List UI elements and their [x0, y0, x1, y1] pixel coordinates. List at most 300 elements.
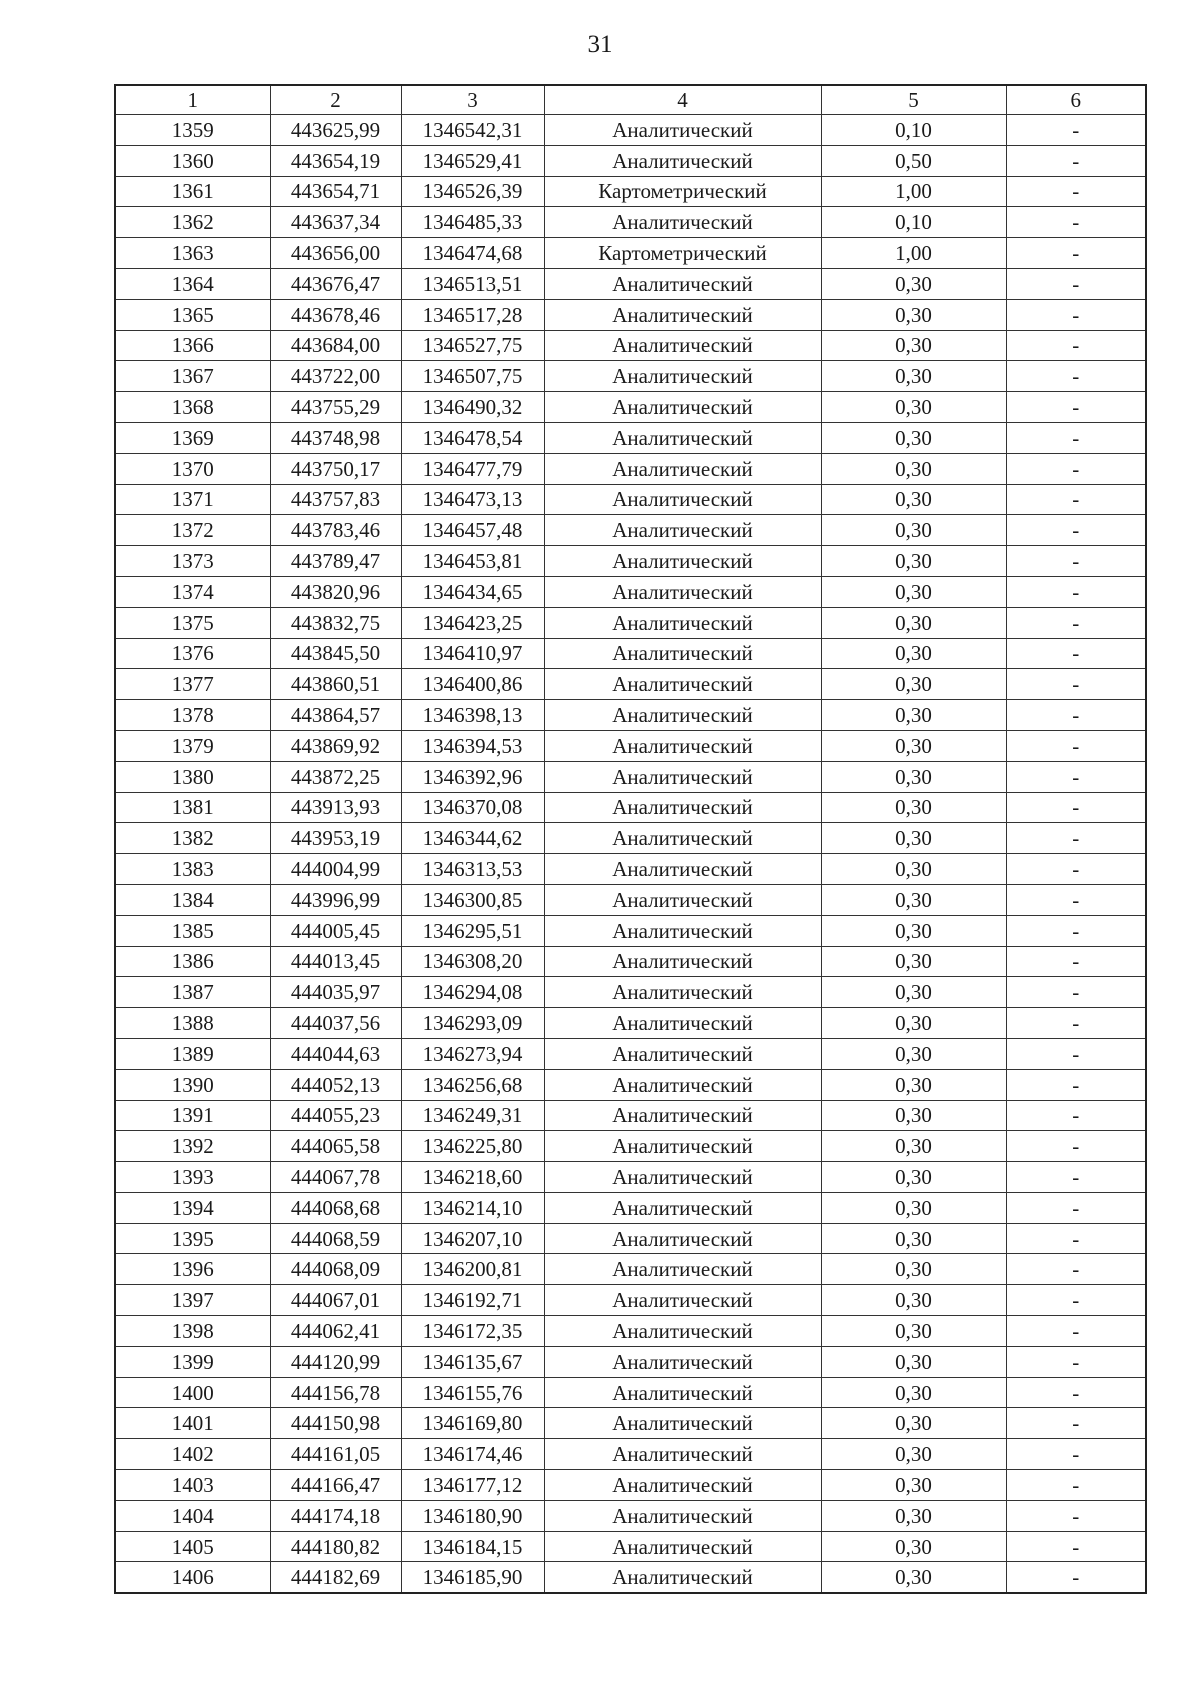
point-number-cell: 1367	[115, 361, 270, 392]
y-coordinate-cell: 1346542,31	[401, 115, 544, 146]
note-cell: -	[1006, 823, 1146, 854]
accuracy-cell: 0,30	[821, 823, 1006, 854]
note-cell: -	[1006, 115, 1146, 146]
y-coordinate-cell: 1346485,33	[401, 207, 544, 238]
method-cell: Аналитический	[544, 484, 821, 515]
accuracy-cell: 0,30	[821, 700, 1006, 731]
accuracy-cell: 0,30	[821, 884, 1006, 915]
note-cell: -	[1006, 915, 1146, 946]
table-row	[115, 238, 1146, 269]
note-cell: -	[1006, 1162, 1146, 1193]
accuracy-cell: 0,30	[821, 1346, 1006, 1377]
note-cell: -	[1006, 1131, 1146, 1162]
x-coordinate-cell: 444052,13	[270, 1069, 401, 1100]
point-number-cell: 1406	[115, 1562, 270, 1593]
point-number-cell: 1383	[115, 854, 270, 885]
y-coordinate-cell: 1346184,15	[401, 1531, 544, 1562]
table-row	[115, 484, 1146, 515]
method-cell: Аналитический	[544, 977, 821, 1008]
table-row	[115, 1008, 1146, 1039]
method-cell: Аналитический	[544, 1531, 821, 1562]
accuracy-cell: 0,30	[821, 1377, 1006, 1408]
method-cell: Аналитический	[544, 392, 821, 423]
point-number-cell: 1366	[115, 330, 270, 361]
y-coordinate-cell: 1346423,25	[401, 607, 544, 638]
table-row	[115, 1346, 1146, 1377]
point-number-cell: 1402	[115, 1439, 270, 1470]
page-number: 31	[587, 31, 613, 58]
x-coordinate-cell: 443953,19	[270, 823, 401, 854]
accuracy-cell: 0,30	[821, 1500, 1006, 1531]
y-coordinate-cell: 1346370,08	[401, 792, 544, 823]
x-coordinate-cell: 443654,71	[270, 176, 401, 207]
method-cell: Аналитический	[544, 1470, 821, 1501]
x-coordinate-cell: 443757,83	[270, 484, 401, 515]
method-cell: Аналитический	[544, 1562, 821, 1593]
note-cell: -	[1006, 1285, 1146, 1316]
y-coordinate-cell: 1346294,08	[401, 977, 544, 1008]
point-number-cell: 1382	[115, 823, 270, 854]
method-cell: Аналитический	[544, 1346, 821, 1377]
note-cell: -	[1006, 1316, 1146, 1347]
x-coordinate-cell: 443872,25	[270, 761, 401, 792]
header-cell-4: 4	[544, 85, 821, 115]
x-coordinate-cell: 444156,78	[270, 1377, 401, 1408]
accuracy-cell: 0,30	[821, 1100, 1006, 1131]
method-cell: Аналитический	[544, 1316, 821, 1347]
point-number-cell: 1365	[115, 299, 270, 330]
accuracy-cell: 0,10	[821, 207, 1006, 238]
table-row	[115, 576, 1146, 607]
point-number-cell: 1368	[115, 392, 270, 423]
table-row	[115, 115, 1146, 146]
table-row	[115, 361, 1146, 392]
accuracy-cell: 0,30	[821, 854, 1006, 885]
note-cell: -	[1006, 854, 1146, 885]
accuracy-cell: 0,30	[821, 1439, 1006, 1470]
point-number-cell: 1371	[115, 484, 270, 515]
table-row	[115, 638, 1146, 669]
note-cell: -	[1006, 422, 1146, 453]
accuracy-cell: 0,30	[821, 392, 1006, 423]
method-cell: Аналитический	[544, 700, 821, 731]
y-coordinate-cell: 1346172,35	[401, 1316, 544, 1347]
accuracy-cell: 1,00	[821, 238, 1006, 269]
note-cell: -	[1006, 268, 1146, 299]
x-coordinate-cell: 444067,78	[270, 1162, 401, 1193]
y-coordinate-cell: 1346398,13	[401, 700, 544, 731]
y-coordinate-cell: 1346256,68	[401, 1069, 544, 1100]
header-row	[115, 85, 1146, 115]
x-coordinate-cell: 443864,57	[270, 700, 401, 731]
accuracy-cell: 0,30	[821, 361, 1006, 392]
table-row	[115, 207, 1146, 238]
accuracy-cell: 0,30	[821, 1069, 1006, 1100]
note-cell: -	[1006, 299, 1146, 330]
method-cell: Аналитический	[544, 453, 821, 484]
x-coordinate-cell: 443722,00	[270, 361, 401, 392]
point-number-cell: 1399	[115, 1346, 270, 1377]
point-number-cell: 1380	[115, 761, 270, 792]
method-cell: Аналитический	[544, 422, 821, 453]
table-row	[115, 422, 1146, 453]
accuracy-cell: 0,30	[821, 1531, 1006, 1562]
method-cell: Картометрический	[544, 238, 821, 269]
method-cell: Аналитический	[544, 792, 821, 823]
method-cell: Аналитический	[544, 546, 821, 577]
table-row	[115, 1470, 1146, 1501]
note-cell: -	[1006, 361, 1146, 392]
point-number-cell: 1385	[115, 915, 270, 946]
table-row	[115, 730, 1146, 761]
accuracy-cell: 0,30	[821, 761, 1006, 792]
table-row	[115, 145, 1146, 176]
method-cell: Аналитический	[544, 669, 821, 700]
method-cell: Аналитический	[544, 638, 821, 669]
x-coordinate-cell: 444180,82	[270, 1531, 401, 1562]
method-cell: Аналитический	[544, 1377, 821, 1408]
y-coordinate-cell: 1346507,75	[401, 361, 544, 392]
y-coordinate-cell: 1346313,53	[401, 854, 544, 885]
x-coordinate-cell: 444055,23	[270, 1100, 401, 1131]
accuracy-cell: 0,30	[821, 268, 1006, 299]
point-number-cell: 1373	[115, 546, 270, 577]
accuracy-cell: 0,30	[821, 1192, 1006, 1223]
coordinates-table	[114, 84, 1147, 1594]
accuracy-cell: 0,30	[821, 484, 1006, 515]
y-coordinate-cell: 1346295,51	[401, 915, 544, 946]
accuracy-cell: 1,00	[821, 176, 1006, 207]
x-coordinate-cell: 444065,58	[270, 1131, 401, 1162]
y-coordinate-cell: 1346434,65	[401, 576, 544, 607]
accuracy-cell: 0,30	[821, 946, 1006, 977]
header-cell-2: 2	[270, 85, 401, 115]
header-cell-1: 1	[115, 85, 270, 115]
point-number-cell: 1378	[115, 700, 270, 731]
accuracy-cell: 0,30	[821, 515, 1006, 546]
method-cell: Аналитический	[544, 1254, 821, 1285]
x-coordinate-cell: 443654,19	[270, 145, 401, 176]
x-coordinate-cell: 444166,47	[270, 1470, 401, 1501]
point-number-cell: 1387	[115, 977, 270, 1008]
method-cell: Аналитический	[544, 1069, 821, 1100]
point-number-cell: 1360	[115, 145, 270, 176]
header-cell-5: 5	[821, 85, 1006, 115]
y-coordinate-cell: 1346169,80	[401, 1408, 544, 1439]
note-cell: -	[1006, 145, 1146, 176]
table-row	[115, 915, 1146, 946]
y-coordinate-cell: 1346490,32	[401, 392, 544, 423]
note-cell: -	[1006, 1470, 1146, 1501]
table-row	[115, 546, 1146, 577]
point-number-cell: 1377	[115, 669, 270, 700]
x-coordinate-cell: 444068,59	[270, 1223, 401, 1254]
note-cell: -	[1006, 1408, 1146, 1439]
method-cell: Аналитический	[544, 1038, 821, 1069]
table-header	[115, 85, 1146, 115]
y-coordinate-cell: 1346529,41	[401, 145, 544, 176]
accuracy-cell: 0,30	[821, 1038, 1006, 1069]
point-number-cell: 1404	[115, 1500, 270, 1531]
table-row	[115, 1069, 1146, 1100]
method-cell: Аналитический	[544, 1223, 821, 1254]
point-number-cell: 1400	[115, 1377, 270, 1408]
point-number-cell: 1369	[115, 422, 270, 453]
method-cell: Аналитический	[544, 823, 821, 854]
method-cell: Аналитический	[544, 207, 821, 238]
accuracy-cell: 0,30	[821, 730, 1006, 761]
y-coordinate-cell: 1346180,90	[401, 1500, 544, 1531]
note-cell: -	[1006, 1100, 1146, 1131]
accuracy-cell: 0,30	[821, 453, 1006, 484]
x-coordinate-cell: 443755,29	[270, 392, 401, 423]
x-coordinate-cell: 444068,68	[270, 1192, 401, 1223]
method-cell: Аналитический	[544, 1439, 821, 1470]
accuracy-cell: 0,30	[821, 1008, 1006, 1039]
table-row	[115, 1038, 1146, 1069]
note-cell: -	[1006, 1562, 1146, 1593]
y-coordinate-cell: 1346513,51	[401, 268, 544, 299]
table-row	[115, 1223, 1146, 1254]
x-coordinate-cell: 443748,98	[270, 422, 401, 453]
x-coordinate-cell: 443869,92	[270, 730, 401, 761]
note-cell: -	[1006, 1439, 1146, 1470]
table-row	[115, 761, 1146, 792]
note-cell: -	[1006, 884, 1146, 915]
method-cell: Аналитический	[544, 946, 821, 977]
x-coordinate-cell: 443750,17	[270, 453, 401, 484]
y-coordinate-cell: 1346526,39	[401, 176, 544, 207]
method-cell: Аналитический	[544, 1500, 821, 1531]
x-coordinate-cell: 443783,46	[270, 515, 401, 546]
accuracy-cell: 0,30	[821, 330, 1006, 361]
y-coordinate-cell: 1346293,09	[401, 1008, 544, 1039]
table-row	[115, 792, 1146, 823]
point-number-cell: 1389	[115, 1038, 270, 1069]
note-cell: -	[1006, 1069, 1146, 1100]
point-number-cell: 1396	[115, 1254, 270, 1285]
accuracy-cell: 0,30	[821, 915, 1006, 946]
table-row	[115, 330, 1146, 361]
note-cell: -	[1006, 453, 1146, 484]
y-coordinate-cell: 1346478,54	[401, 422, 544, 453]
table-row	[115, 1162, 1146, 1193]
method-cell: Аналитический	[544, 1008, 821, 1039]
y-coordinate-cell: 1346192,71	[401, 1285, 544, 1316]
note-cell: -	[1006, 1008, 1146, 1039]
x-coordinate-cell: 444182,69	[270, 1562, 401, 1593]
table-row	[115, 268, 1146, 299]
note-cell: -	[1006, 1038, 1146, 1069]
table-row	[115, 669, 1146, 700]
x-coordinate-cell: 443913,93	[270, 792, 401, 823]
y-coordinate-cell: 1346344,62	[401, 823, 544, 854]
y-coordinate-cell: 1346207,10	[401, 1223, 544, 1254]
x-coordinate-cell: 443789,47	[270, 546, 401, 577]
accuracy-cell: 0,30	[821, 1223, 1006, 1254]
note-cell: -	[1006, 638, 1146, 669]
x-coordinate-cell: 443625,99	[270, 115, 401, 146]
y-coordinate-cell: 1346185,90	[401, 1562, 544, 1593]
y-coordinate-cell: 1346453,81	[401, 546, 544, 577]
x-coordinate-cell: 443684,00	[270, 330, 401, 361]
x-coordinate-cell: 443860,51	[270, 669, 401, 700]
y-coordinate-cell: 1346249,31	[401, 1100, 544, 1131]
x-coordinate-cell: 443656,00	[270, 238, 401, 269]
point-number-cell: 1388	[115, 1008, 270, 1039]
x-coordinate-cell: 444013,45	[270, 946, 401, 977]
point-number-cell: 1395	[115, 1223, 270, 1254]
y-coordinate-cell: 1346308,20	[401, 946, 544, 977]
note-cell: -	[1006, 607, 1146, 638]
method-cell: Аналитический	[544, 268, 821, 299]
point-number-cell: 1379	[115, 730, 270, 761]
y-coordinate-cell: 1346218,60	[401, 1162, 544, 1193]
x-coordinate-cell: 443676,47	[270, 268, 401, 299]
x-coordinate-cell: 444068,09	[270, 1254, 401, 1285]
method-cell: Аналитический	[544, 1131, 821, 1162]
point-number-cell: 1401	[115, 1408, 270, 1439]
point-number-cell: 1398	[115, 1316, 270, 1347]
accuracy-cell: 0,30	[821, 1316, 1006, 1347]
y-coordinate-cell: 1346177,12	[401, 1470, 544, 1501]
point-number-cell: 1393	[115, 1162, 270, 1193]
x-coordinate-cell: 443996,99	[270, 884, 401, 915]
accuracy-cell: 0,30	[821, 977, 1006, 1008]
note-cell: -	[1006, 1223, 1146, 1254]
x-coordinate-cell: 444044,63	[270, 1038, 401, 1069]
x-coordinate-cell: 444150,98	[270, 1408, 401, 1439]
y-coordinate-cell: 1346400,86	[401, 669, 544, 700]
table-row	[115, 453, 1146, 484]
point-number-cell: 1390	[115, 1069, 270, 1100]
note-cell: -	[1006, 1531, 1146, 1562]
table-row	[115, 1562, 1146, 1593]
x-coordinate-cell: 443845,50	[270, 638, 401, 669]
header-cell-3: 3	[401, 85, 544, 115]
y-coordinate-cell: 1346392,96	[401, 761, 544, 792]
note-cell: -	[1006, 484, 1146, 515]
x-coordinate-cell: 444035,97	[270, 977, 401, 1008]
method-cell: Аналитический	[544, 330, 821, 361]
method-cell: Аналитический	[544, 1192, 821, 1223]
note-cell: -	[1006, 946, 1146, 977]
table-row	[115, 1285, 1146, 1316]
x-coordinate-cell: 443678,46	[270, 299, 401, 330]
table-row	[115, 823, 1146, 854]
method-cell: Аналитический	[544, 1100, 821, 1131]
method-cell: Аналитический	[544, 1408, 821, 1439]
method-cell: Аналитический	[544, 576, 821, 607]
accuracy-cell: 0,30	[821, 1285, 1006, 1316]
method-cell: Аналитический	[544, 299, 821, 330]
point-number-cell: 1391	[115, 1100, 270, 1131]
table-row	[115, 1500, 1146, 1531]
point-number-cell: 1364	[115, 268, 270, 299]
point-number-cell: 1397	[115, 1285, 270, 1316]
accuracy-cell: 0,10	[821, 115, 1006, 146]
table-row	[115, 1408, 1146, 1439]
point-number-cell: 1372	[115, 515, 270, 546]
note-cell: -	[1006, 1500, 1146, 1531]
point-number-cell: 1384	[115, 884, 270, 915]
x-coordinate-cell: 444174,18	[270, 1500, 401, 1531]
table-row	[115, 1377, 1146, 1408]
y-coordinate-cell: 1346394,53	[401, 730, 544, 761]
note-cell: -	[1006, 1346, 1146, 1377]
y-coordinate-cell: 1346517,28	[401, 299, 544, 330]
note-cell: -	[1006, 207, 1146, 238]
accuracy-cell: 0,30	[821, 638, 1006, 669]
header-cell-6: 6	[1006, 85, 1146, 115]
note-cell: -	[1006, 977, 1146, 1008]
point-number-cell: 1363	[115, 238, 270, 269]
y-coordinate-cell: 1346457,48	[401, 515, 544, 546]
x-coordinate-cell: 444120,99	[270, 1346, 401, 1377]
method-cell: Аналитический	[544, 884, 821, 915]
y-coordinate-cell: 1346135,67	[401, 1346, 544, 1377]
note-cell: -	[1006, 1192, 1146, 1223]
y-coordinate-cell: 1346474,68	[401, 238, 544, 269]
method-cell: Аналитический	[544, 915, 821, 946]
x-coordinate-cell: 444062,41	[270, 1316, 401, 1347]
y-coordinate-cell: 1346477,79	[401, 453, 544, 484]
y-coordinate-cell: 1346174,46	[401, 1439, 544, 1470]
accuracy-cell: 0,30	[821, 299, 1006, 330]
table-row	[115, 1439, 1146, 1470]
accuracy-cell: 0,30	[821, 1470, 1006, 1501]
point-number-cell: 1376	[115, 638, 270, 669]
note-cell: -	[1006, 761, 1146, 792]
y-coordinate-cell: 1346300,85	[401, 884, 544, 915]
y-coordinate-cell: 1346225,80	[401, 1131, 544, 1162]
y-coordinate-cell: 1346527,75	[401, 330, 544, 361]
method-cell: Аналитический	[544, 515, 821, 546]
table-row	[115, 854, 1146, 885]
table-row	[115, 977, 1146, 1008]
note-cell: -	[1006, 1254, 1146, 1285]
note-cell: -	[1006, 730, 1146, 761]
point-number-cell: 1370	[115, 453, 270, 484]
point-number-cell: 1394	[115, 1192, 270, 1223]
point-number-cell: 1381	[115, 792, 270, 823]
accuracy-cell: 0,30	[821, 576, 1006, 607]
x-coordinate-cell: 444005,45	[270, 915, 401, 946]
point-number-cell: 1403	[115, 1470, 270, 1501]
accuracy-cell: 0,30	[821, 1131, 1006, 1162]
x-coordinate-cell: 444161,05	[270, 1439, 401, 1470]
point-number-cell: 1375	[115, 607, 270, 638]
table-row	[115, 1100, 1146, 1131]
accuracy-cell: 0,30	[821, 546, 1006, 577]
note-cell: -	[1006, 392, 1146, 423]
method-cell: Картометрический	[544, 176, 821, 207]
y-coordinate-cell: 1346410,97	[401, 638, 544, 669]
point-number-cell: 1362	[115, 207, 270, 238]
point-number-cell: 1361	[115, 176, 270, 207]
x-coordinate-cell: 443832,75	[270, 607, 401, 638]
method-cell: Аналитический	[544, 607, 821, 638]
x-coordinate-cell: 444037,56	[270, 1008, 401, 1039]
table-row	[115, 299, 1146, 330]
note-cell: -	[1006, 515, 1146, 546]
method-cell: Аналитический	[544, 1285, 821, 1316]
note-cell: -	[1006, 700, 1146, 731]
y-coordinate-cell: 1346200,81	[401, 1254, 544, 1285]
table-row	[115, 946, 1146, 977]
note-cell: -	[1006, 238, 1146, 269]
note-cell: -	[1006, 576, 1146, 607]
